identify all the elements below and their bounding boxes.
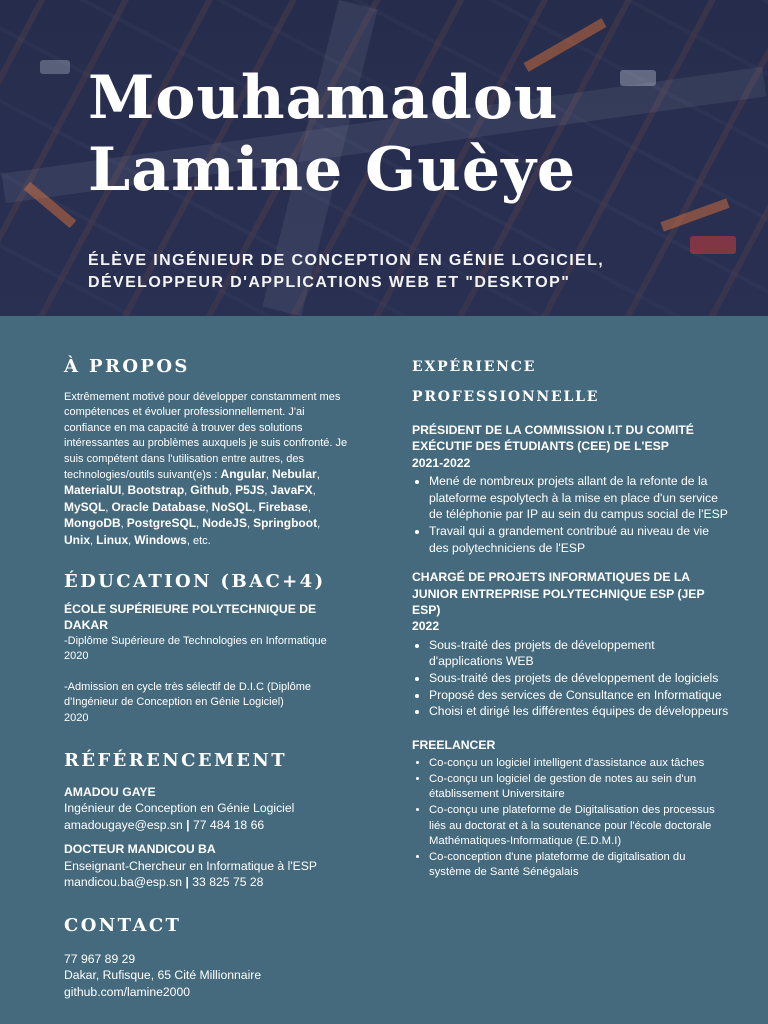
job-subtitle (88, 250, 728, 294)
job-entry (412, 422, 730, 556)
tech-item: Angular (220, 467, 266, 482)
name-line-2: Lamine Guèye (88, 135, 577, 205)
contact-github-link[interactable]: github.com/lamine2000 (64, 984, 191, 999)
separator: | (186, 817, 190, 832)
degree-2: -Admission en cycle très sélectif de D.I.C (Diplôme d'Ingénieur de Conception en Génie Logiciel) (64, 680, 311, 709)
tech-item: PostgreSQL (126, 516, 197, 531)
left-column (64, 352, 348, 1000)
list-item: • Co-conçu un logiciel intelligent d'assistance aux tâches (429, 756, 730, 772)
reference-email[interactable]: amadougaye@esp.sn (64, 817, 183, 832)
reference-role: Ingénieur de Conception en Génie Logiciel (64, 801, 295, 816)
education-heading: ÉDUCATION (BAC+4) (64, 571, 326, 593)
job-title: CHARGÉ DE PROJETS INFORMATIQUES DE LA JUNIOR ENTREPRISE POLYTECHNIQUE ESP (JEP ESP) (412, 570, 705, 617)
job-bullets (412, 756, 730, 881)
right-column (412, 352, 730, 881)
job-period: 2021-2022 (412, 455, 471, 470)
tech-item: Firebase (258, 499, 308, 514)
tech-item: NoSQL (211, 499, 253, 514)
list-item: • Travail qui a grandement contribué au niveau de vie des polytechniciens de l'ESP (429, 523, 730, 556)
job-title: FREELANCER (412, 737, 496, 752)
candidate-name (88, 62, 576, 206)
reference-contact (64, 874, 348, 891)
about-intro: Extrêmement motivé pour développer constamment mes compétences et évoluer professionnellement. J'ai confiance en ma capacité à trouver des solutions intéressantes au problèmes auxquels je suis confronté. Je suis compétent dans l'utilisation entre autres, des technologies/outils suivant(e)s : (64, 391, 348, 482)
tech-item: Bootstrap (127, 483, 185, 498)
tech-list: Angular, Nebular, MaterialUI, Bootstrap, Github, P5JS, JavaFX, MySQL, Oracle Database, NoSQL, Firebase, MongoDB, PostgreSQL, NodeJS, Springboot, Unix, Linux, Windows, (64, 467, 321, 547)
reference-email[interactable]: mandicou.ba@esp.sn (64, 875, 183, 890)
subtitle-line-1: ÉLÈVE INGÉNIEUR DE CONCEPTION EN GÉNIE LOGICIEL, (88, 252, 605, 269)
reference-item (64, 841, 348, 890)
experience-heading: EXPÉRIENCE PROFESSIONNELLE (412, 359, 600, 405)
reference-item (64, 784, 348, 833)
job-title: PRÉSIDENT DE LA COMMISSION I.T DU COMITÉ EXÉCUTIF DES ÉTUDIANTS (CEE) DE L'ESP (412, 423, 694, 454)
about-tail: etc. (192, 534, 211, 547)
contact-heading: CONTACT (64, 914, 182, 936)
reference-contact (64, 817, 348, 834)
tech-item: MaterialUI (64, 483, 122, 498)
header-banner (0, 0, 768, 316)
contact-section (64, 911, 348, 1001)
degree-1: -Diplôme Supérieure de Technologies en Informatique 2020 (64, 634, 327, 663)
job-bullets (412, 473, 730, 556)
list-item: • Proposé des services de Consultance en Informatique (429, 687, 730, 704)
tech-item: Springboot (253, 516, 318, 531)
job-entry (412, 737, 730, 881)
tech-item: JavaFX (270, 483, 313, 498)
job-entry (412, 569, 730, 720)
list-item: • Sous-traité des projets de développement d'applications WEB (429, 637, 730, 670)
tech-item: Github (190, 483, 229, 498)
name-line-1: Mouhamadou (88, 63, 559, 133)
list-item: • Sous-traité des projets de développement de logiciels (429, 670, 730, 687)
job-period: 2022 (412, 619, 440, 634)
tech-item: MySQL (64, 499, 106, 514)
contact-address: Dakar, Rufisque, 65 Cité Millionnaire (64, 968, 262, 983)
reference-phone: 77 484 18 66 (192, 817, 265, 832)
reference-role: Enseignant-Chercheur en Informatique à l'ESP (64, 858, 317, 873)
reference-name: AMADOU GAYE (64, 784, 156, 799)
tech-item: P5JS (235, 483, 265, 498)
list-item: • Co-conçu un logiciel de gestion de notes au sein d'un établissement Universitaire (429, 772, 730, 803)
education-section (64, 567, 348, 726)
subtitle-line-2: DÉVELOPPEUR D'APPLICATIONS WEB ET "DESKTOP" (88, 274, 571, 291)
tech-item: Linux (96, 532, 129, 547)
list-item: • Co-conception d'une plateforme de digitalisation du système de Santé Sénégalais (429, 850, 730, 881)
tech-item: NodeJS (202, 516, 247, 531)
about-section (64, 352, 348, 549)
tech-item: Unix (64, 532, 91, 547)
school-name: ÉCOLE SUPÉRIEURE POLYTECHNIQUE DE DAKAR (64, 602, 317, 633)
tech-item: Oracle Database (111, 499, 206, 514)
about-text (64, 390, 348, 549)
tech-item: MongoDB (64, 516, 121, 531)
references-heading: RÉFÉRENCEMENT (64, 749, 288, 771)
list-item: • Choisi et dirigé les différentes équipes de développeurs (429, 703, 730, 720)
list-item: • Co-conçu une plateforme de Digitalisation des processus liés au doctorat et à la soutenance pour l'école doctorale Mathématiques-Informatique (E.D.M.I) (429, 803, 730, 850)
reference-phone: 33 825 75 28 (192, 875, 264, 890)
job-bullets (412, 637, 730, 720)
about-heading: À PROPOS (64, 356, 190, 377)
tech-item: Windows (134, 532, 187, 547)
tech-item: Nebular (272, 467, 317, 482)
degree-2-year: 2020 (64, 711, 89, 724)
reference-name: DOCTEUR MANDICOU BA (64, 842, 216, 857)
contact-phone: 77 967 89 29 (64, 951, 136, 966)
list-item: • Mené de nombreux projets allant de la refonte de la plateforme espolytech à la mise en place d'un service de téléphonie par IP au sein du campus social de l'ESP (429, 473, 730, 523)
separator: | (185, 875, 189, 890)
references-section (64, 746, 348, 891)
